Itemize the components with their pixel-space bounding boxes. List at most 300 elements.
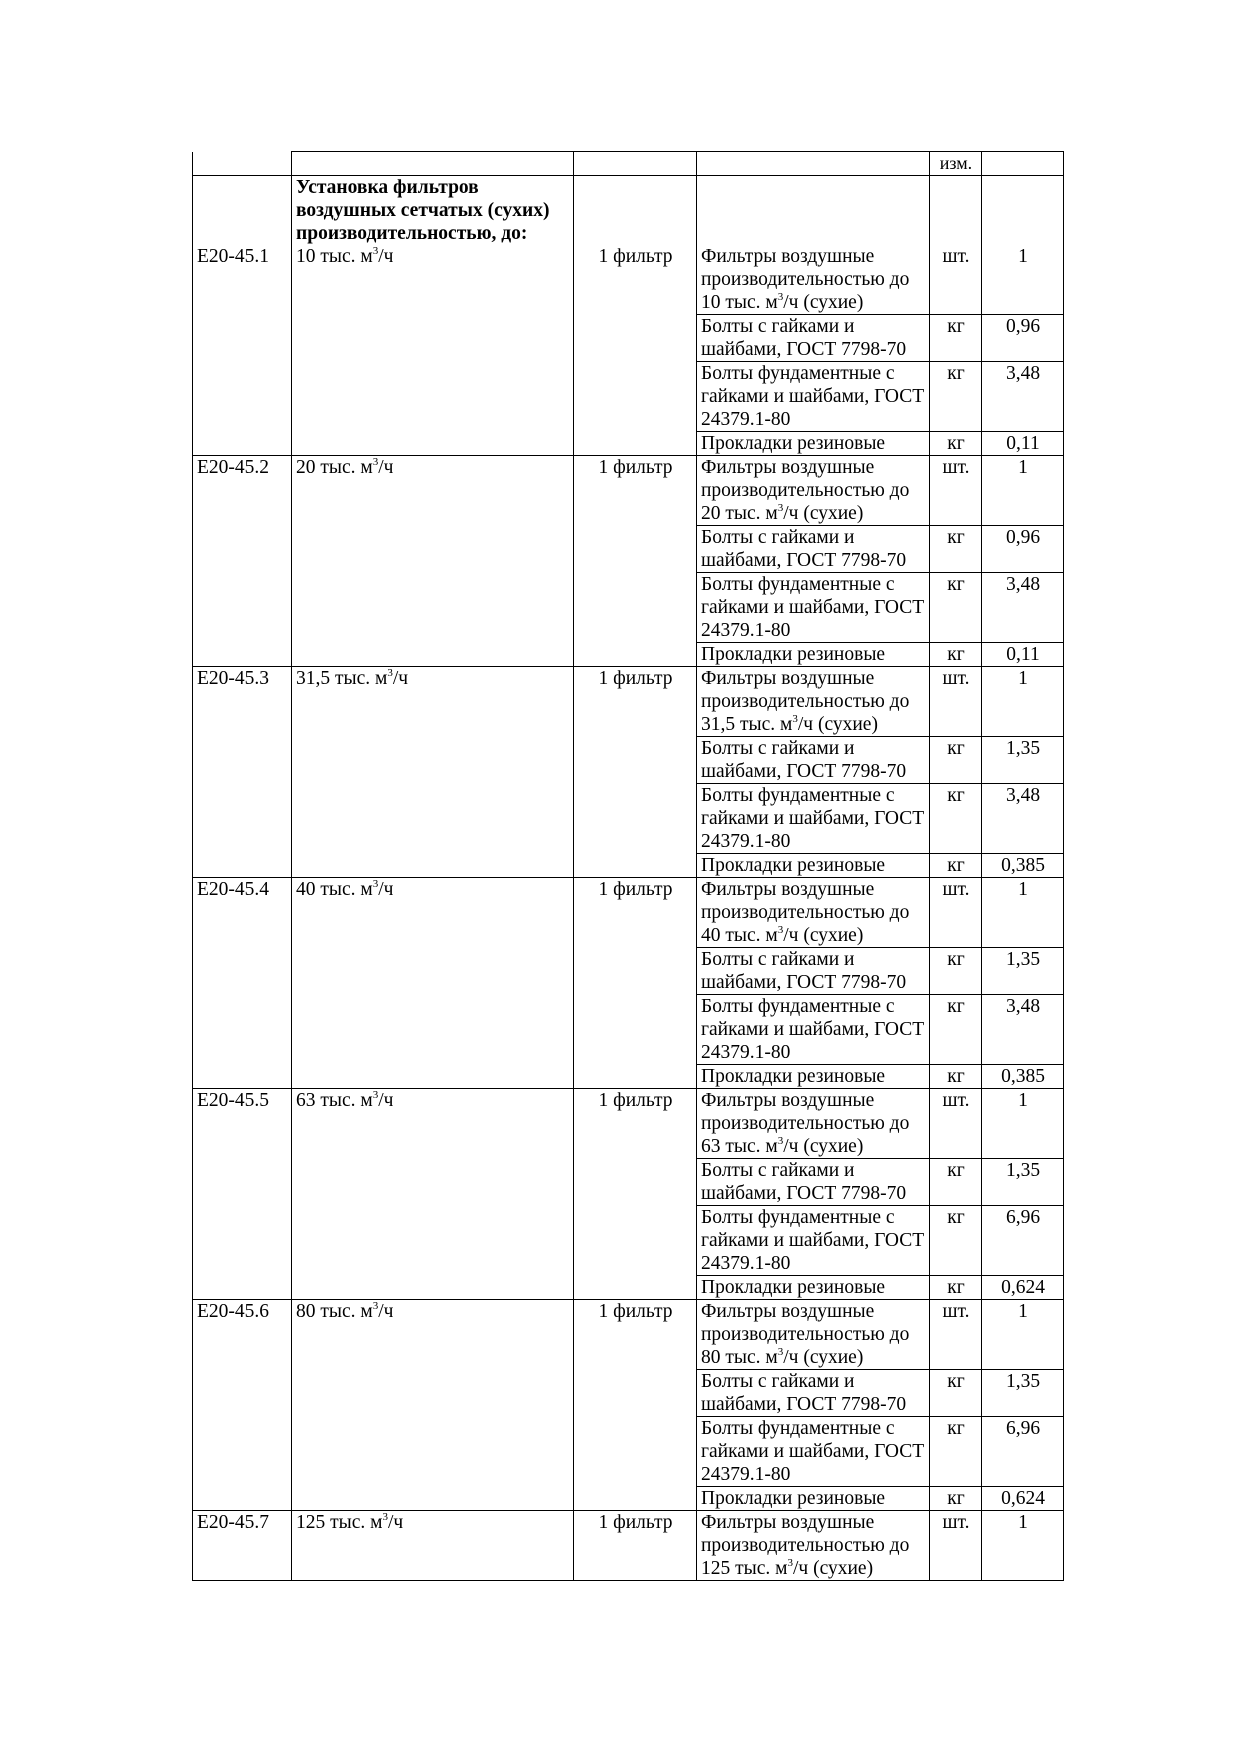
measure-value: кг xyxy=(947,996,965,1017)
resource-cell xyxy=(697,643,930,667)
name-cell xyxy=(292,784,574,854)
resource-cell xyxy=(697,995,930,1065)
spacer xyxy=(197,176,288,199)
measure-cell xyxy=(930,1089,982,1159)
superscript: 3 xyxy=(777,290,784,303)
qty-value: 1 xyxy=(1018,457,1028,478)
resource-name: Фильтры воздушные производительностью до 63 тыс. $м^3/ч$ (сухие) xyxy=(701,1090,910,1157)
unit-cell xyxy=(574,878,697,948)
spacer xyxy=(197,199,288,222)
code-cell xyxy=(193,315,292,362)
unit-cell xyxy=(574,315,697,362)
name-cell xyxy=(292,643,574,667)
resource-name: Болты фундаментные с гайками и шайбами, ГОСТ 24379.1-80 xyxy=(701,1207,925,1274)
measure-cell xyxy=(930,995,982,1065)
resource-cell xyxy=(697,315,930,362)
qty-cell xyxy=(982,1487,1064,1511)
unit-cell xyxy=(574,1487,697,1511)
unit-cell xyxy=(574,737,697,784)
resource-row xyxy=(193,1417,1064,1487)
header-cell-name xyxy=(292,152,574,176)
superscript: 3 xyxy=(387,666,393,679)
code-cell xyxy=(193,1276,292,1300)
qty-value: 3,48 xyxy=(1005,785,1041,806)
measure-cell xyxy=(930,667,982,737)
measure-cell xyxy=(930,1300,982,1370)
measure-value: кг xyxy=(947,1488,965,1509)
code-cell xyxy=(193,1300,292,1370)
spacer xyxy=(701,199,926,222)
resource-row xyxy=(193,784,1064,854)
superscript: 3 xyxy=(777,1134,784,1147)
norms-table xyxy=(192,151,1064,1581)
qty-cell xyxy=(982,176,1064,315)
name-cell xyxy=(292,1159,574,1206)
capacity-label: 125 тыс. $м^3/ч$ xyxy=(296,1510,404,1533)
capacity-label: 10 тыс. $м^3/ч$ xyxy=(296,244,394,267)
qty-cell xyxy=(982,362,1064,432)
rate-code: Е20-45.4 xyxy=(197,879,270,900)
name-cell xyxy=(292,1206,574,1276)
name-cell xyxy=(292,878,574,948)
rate-code: Е20-45.1 xyxy=(197,246,270,267)
group-row xyxy=(193,878,1064,948)
superscript: 3 xyxy=(372,877,379,890)
qty-value: 1 xyxy=(1018,1301,1028,1322)
unit-cell xyxy=(574,1206,697,1276)
rate-unit: 1 фильтр xyxy=(598,246,673,267)
resource-name: Фильтры воздушные производительностью до 80 тыс. $м^3/ч$ (сухие) xyxy=(701,1301,910,1368)
superscript: 3 xyxy=(372,1088,379,1101)
name-cell xyxy=(292,1276,574,1300)
header-cell-unit xyxy=(574,152,697,176)
measure-cell xyxy=(930,878,982,948)
resource-row xyxy=(193,948,1064,995)
measure-value: кг xyxy=(947,1277,965,1298)
group-row xyxy=(193,176,1064,315)
resource-cell xyxy=(697,1300,930,1370)
measure-cell xyxy=(930,1065,982,1089)
name-cell xyxy=(292,1370,574,1417)
code-cell xyxy=(193,667,292,737)
qty-cell xyxy=(982,526,1064,573)
name-cell xyxy=(292,1487,574,1511)
measure-cell xyxy=(930,456,982,526)
code-cell xyxy=(193,362,292,432)
capacity-label: 31,5 тыс. $м^3/ч$ xyxy=(296,666,409,689)
qty-cell xyxy=(982,948,1064,995)
resource-row xyxy=(193,362,1064,432)
name-cell xyxy=(292,573,574,643)
header-cell-code xyxy=(193,152,292,176)
group-row xyxy=(193,667,1064,737)
code-cell xyxy=(193,1511,292,1581)
measure-cell xyxy=(930,432,982,456)
qty-value: 1,35 xyxy=(1005,949,1041,970)
name-cell xyxy=(292,432,574,456)
resource-cell xyxy=(697,1159,930,1206)
superscript: 3 xyxy=(777,1345,784,1358)
spacer xyxy=(701,176,926,199)
unit-cell xyxy=(574,1417,697,1487)
qty-value: 1 xyxy=(1018,246,1028,267)
code-cell xyxy=(193,948,292,995)
qty-cell xyxy=(982,1089,1064,1159)
resource-name: Болты с гайками и шайбами, ГОСТ 7798-70 xyxy=(701,316,907,360)
measure-value: шт. xyxy=(942,246,970,267)
resource-name: Болты фундаментные с гайками и шайбами, ГОСТ 24379.1-80 xyxy=(701,363,925,430)
resource-row xyxy=(193,315,1064,362)
resource-row xyxy=(193,1065,1064,1089)
qty-value: 6,96 xyxy=(1005,1207,1041,1228)
group-row xyxy=(193,1300,1064,1370)
resource-row xyxy=(193,1487,1064,1511)
resource-cell xyxy=(697,948,930,995)
header-cell-qty xyxy=(982,152,1064,176)
qty-cell xyxy=(982,432,1064,456)
code-cell xyxy=(193,784,292,854)
spacer xyxy=(578,222,693,245)
code-cell xyxy=(193,1487,292,1511)
resource-cell xyxy=(697,1276,930,1300)
measure-cell xyxy=(930,1159,982,1206)
resource-name: Прокладки резиновые xyxy=(701,1066,886,1087)
resource-name: Болты фундаментные с гайками и шайбами, ГОСТ 24379.1-80 xyxy=(701,574,925,641)
code-cell xyxy=(193,1370,292,1417)
name-cell xyxy=(292,1089,574,1159)
spacer xyxy=(934,199,978,222)
superscript: 3 xyxy=(792,712,798,725)
resource-row xyxy=(193,737,1064,784)
measure-value: кг xyxy=(947,785,965,806)
capacity-label: 20 тыс. $м^3/ч$ xyxy=(296,455,394,478)
resource-cell xyxy=(697,667,930,737)
qty-value: 1 xyxy=(1018,879,1028,900)
qty-cell xyxy=(982,1511,1064,1581)
resource-cell xyxy=(697,854,930,878)
resource-name: Болты с гайками и шайбами, ГОСТ 7798-70 xyxy=(701,527,907,571)
measure-cell xyxy=(930,948,982,995)
qty-cell xyxy=(982,1065,1064,1089)
unit-cell xyxy=(574,854,697,878)
rate-unit: 1 фильтр xyxy=(598,668,673,689)
measure-value: кг xyxy=(947,1418,965,1439)
unit-cell xyxy=(574,1159,697,1206)
code-cell xyxy=(193,1089,292,1159)
resource-cell xyxy=(697,1487,930,1511)
code-cell xyxy=(193,526,292,573)
measure-cell xyxy=(930,315,982,362)
resource-cell xyxy=(697,432,930,456)
qty-value: 1 xyxy=(1018,1090,1028,1111)
resource-row xyxy=(193,854,1064,878)
measure-value: шт. xyxy=(942,1301,970,1322)
measure-value: кг xyxy=(947,738,965,759)
resource-row xyxy=(193,573,1064,643)
unit-cell xyxy=(574,643,697,667)
qty-cell xyxy=(982,667,1064,737)
code-cell xyxy=(193,1417,292,1487)
rate-unit: 1 фильтр xyxy=(598,1090,673,1111)
resource-name: Прокладки резиновые xyxy=(701,1277,886,1298)
qty-cell xyxy=(982,1276,1064,1300)
unit-cell xyxy=(574,526,697,573)
spacer xyxy=(578,176,693,199)
document-page xyxy=(192,151,1063,1581)
rate-code: Е20-45.6 xyxy=(197,1301,270,1322)
qty-cell xyxy=(982,456,1064,526)
qty-value: 0,385 xyxy=(1001,1066,1045,1087)
spacer xyxy=(986,176,1060,199)
qty-cell xyxy=(982,643,1064,667)
spacer xyxy=(934,222,978,245)
unit-cell xyxy=(574,784,697,854)
measure-value: кг xyxy=(947,363,965,384)
measure-value: шт. xyxy=(942,1512,970,1533)
header-cell-resource xyxy=(697,152,930,176)
unit-cell xyxy=(574,1511,697,1581)
measure-value: кг xyxy=(947,1066,965,1087)
group-row xyxy=(193,456,1064,526)
measure-cell xyxy=(930,362,982,432)
measure-value: кг xyxy=(947,1371,965,1392)
qty-value: 1 xyxy=(1018,1512,1028,1533)
resource-row xyxy=(193,432,1064,456)
qty-cell xyxy=(982,315,1064,362)
measure-cell xyxy=(930,737,982,784)
qty-value: 1 xyxy=(1018,668,1028,689)
qty-cell xyxy=(982,854,1064,878)
name-cell xyxy=(292,1511,574,1581)
code-cell xyxy=(193,1206,292,1276)
measure-value: шт. xyxy=(942,668,970,689)
unit-cell xyxy=(574,362,697,432)
measure-cell xyxy=(930,176,982,315)
qty-value: 1,35 xyxy=(1005,738,1041,759)
resource-cell xyxy=(697,1511,930,1581)
unit-cell xyxy=(574,573,697,643)
measure-value: кг xyxy=(947,855,965,876)
qty-cell xyxy=(982,784,1064,854)
name-cell xyxy=(292,526,574,573)
superscript: 3 xyxy=(372,1299,379,1312)
rate-unit: 1 фильтр xyxy=(598,1301,673,1322)
qty-cell xyxy=(982,1300,1064,1370)
resource-cell xyxy=(697,1370,930,1417)
rate-unit: 1 фильтр xyxy=(598,457,673,478)
superscript: 3 xyxy=(787,1556,793,1569)
resource-name: Прокладки резиновые xyxy=(701,433,886,454)
resource-row xyxy=(193,643,1064,667)
code-cell xyxy=(193,1159,292,1206)
section-title: Установка фильтров воздушных сетчатых (сухих) производительностью, до: xyxy=(296,177,550,244)
name-cell xyxy=(292,1065,574,1089)
resource-cell xyxy=(697,176,930,315)
resource-name: Фильтры воздушные производительностью до 125 тыс. $м^3/ч$ (сухие) xyxy=(701,1512,910,1579)
qty-cell xyxy=(982,573,1064,643)
measure-cell xyxy=(930,1370,982,1417)
resource-row xyxy=(193,1206,1064,1276)
resource-name: Болты фундаментные с гайками и шайбами, ГОСТ 24379.1-80 xyxy=(701,785,925,852)
superscript: 3 xyxy=(777,923,784,936)
measure-cell xyxy=(930,1206,982,1276)
unit-cell xyxy=(574,1089,697,1159)
code-cell xyxy=(193,878,292,948)
qty-cell xyxy=(982,1159,1064,1206)
resource-cell xyxy=(697,1065,930,1089)
name-cell xyxy=(292,176,574,315)
measure-cell xyxy=(930,1487,982,1511)
spacer xyxy=(578,199,693,222)
measure-value: кг xyxy=(947,1207,965,1228)
measure-value: кг xyxy=(947,527,965,548)
measure-value: кг xyxy=(947,316,965,337)
resource-name: Фильтры воздушные производительностью до 31,5 тыс. $м^3/ч$ (сухие) xyxy=(701,668,910,735)
spacer xyxy=(934,176,978,199)
qty-value: 1,35 xyxy=(1005,1371,1041,1392)
qty-value: 0,11 xyxy=(1006,644,1040,665)
resource-row xyxy=(193,995,1064,1065)
resource-cell xyxy=(697,526,930,573)
code-cell xyxy=(193,456,292,526)
resource-cell xyxy=(697,878,930,948)
measure-value: кг xyxy=(947,1160,965,1181)
measure-cell xyxy=(930,854,982,878)
header-row xyxy=(193,152,1064,176)
code-cell xyxy=(193,737,292,784)
code-cell xyxy=(193,432,292,456)
measure-value: кг xyxy=(947,574,965,595)
resource-cell xyxy=(697,1206,930,1276)
group-row xyxy=(193,1511,1064,1581)
qty-value: 0,11 xyxy=(1006,433,1040,454)
qty-value: 0,624 xyxy=(1001,1277,1045,1298)
resource-name: Фильтры воздушные производительностью до 40 тыс. $м^3/ч$ (сухие) xyxy=(701,879,910,946)
qty-value: 0,624 xyxy=(1001,1488,1045,1509)
name-cell xyxy=(292,854,574,878)
unit-cell xyxy=(574,1065,697,1089)
superscript: 3 xyxy=(372,455,379,468)
measure-cell xyxy=(930,1511,982,1581)
qty-cell xyxy=(982,737,1064,784)
qty-cell xyxy=(982,1417,1064,1487)
unit-cell xyxy=(574,995,697,1065)
unit-cell xyxy=(574,1300,697,1370)
name-cell xyxy=(292,1417,574,1487)
resource-cell xyxy=(697,456,930,526)
superscript: 3 xyxy=(382,1510,388,1523)
qty-value: 6,96 xyxy=(1005,1418,1041,1439)
name-cell xyxy=(292,667,574,737)
qty-value: 0,385 xyxy=(1001,855,1045,876)
qty-value: 1,35 xyxy=(1005,1160,1041,1181)
measure-cell xyxy=(930,1276,982,1300)
name-cell xyxy=(292,948,574,995)
measure-value: шт. xyxy=(942,879,970,900)
name-cell xyxy=(292,456,574,526)
code-cell xyxy=(193,854,292,878)
name-cell xyxy=(292,737,574,784)
resource-row xyxy=(193,1276,1064,1300)
superscript: 3 xyxy=(372,244,379,257)
measure-cell xyxy=(930,643,982,667)
name-cell xyxy=(292,315,574,362)
measure-cell xyxy=(930,784,982,854)
rate-code: Е20-45.3 xyxy=(197,668,270,689)
resource-name: Прокладки резиновые xyxy=(701,644,886,665)
qty-cell xyxy=(982,1370,1064,1417)
capacity-label: 40 тыс. $м^3/ч$ xyxy=(296,877,394,900)
spacer xyxy=(986,199,1060,222)
rate-code: Е20-45.7 xyxy=(197,1512,270,1533)
header-cell-measure: изм. xyxy=(930,152,982,176)
measure-cell xyxy=(930,573,982,643)
code-cell xyxy=(193,176,292,315)
resource-cell xyxy=(697,573,930,643)
measure-value: кг xyxy=(947,433,965,454)
unit-cell xyxy=(574,1276,697,1300)
measure-value: шт. xyxy=(942,457,970,478)
resource-cell xyxy=(697,1089,930,1159)
resource-name: Прокладки резиновые xyxy=(701,1488,886,1509)
resource-cell xyxy=(697,1417,930,1487)
resource-name: Прокладки резиновые xyxy=(701,855,886,876)
code-cell xyxy=(193,995,292,1065)
measure-value: шт. xyxy=(942,1090,970,1111)
unit-cell xyxy=(574,1370,697,1417)
resource-name: Фильтры воздушные производительностью до 20 тыс. $м^3/ч$ (сухие) xyxy=(701,457,910,524)
resource-name: Болты с гайками и шайбами, ГОСТ 7798-70 xyxy=(701,738,907,782)
resource-cell xyxy=(697,737,930,784)
spacer xyxy=(701,222,926,245)
capacity-label: 80 тыс. $м^3/ч$ xyxy=(296,1299,394,1322)
resource-name: Болты фундаментные с гайками и шайбами, ГОСТ 24379.1-80 xyxy=(701,1418,925,1485)
resource-cell xyxy=(697,362,930,432)
resource-row xyxy=(193,526,1064,573)
code-cell xyxy=(193,643,292,667)
spacer xyxy=(986,222,1060,245)
capacity-label: 63 тыс. $м^3/ч$ xyxy=(296,1088,394,1111)
name-cell xyxy=(292,1300,574,1370)
resource-name: Фильтры воздушные производительностью до 10 тыс. $м^3/ч$ (сухие) xyxy=(701,246,910,313)
resource-name: Болты с гайками и шайбами, ГОСТ 7798-70 xyxy=(701,1160,907,1204)
unit-cell xyxy=(574,456,697,526)
code-cell xyxy=(193,1065,292,1089)
resource-name: Болты с гайками и шайбами, ГОСТ 7798-70 xyxy=(701,1371,907,1415)
rate-code: Е20-45.2 xyxy=(197,457,270,478)
group-row xyxy=(193,1089,1064,1159)
measure-cell xyxy=(930,1417,982,1487)
unit-cell xyxy=(574,948,697,995)
qty-value: 3,48 xyxy=(1005,574,1041,595)
measure-cell xyxy=(930,526,982,573)
resource-name: Болты фундаментные с гайками и шайбами, ГОСТ 24379.1-80 xyxy=(701,996,925,1063)
measure-value: кг xyxy=(947,644,965,665)
qty-value: 0,96 xyxy=(1005,527,1041,548)
rate-unit: 1 фильтр xyxy=(598,879,673,900)
rate-unit: 1 фильтр xyxy=(598,1512,673,1533)
measure-value: кг xyxy=(947,949,965,970)
resource-name: Болты с гайками и шайбами, ГОСТ 7798-70 xyxy=(701,949,907,993)
qty-value: 3,48 xyxy=(1005,996,1041,1017)
qty-cell xyxy=(982,878,1064,948)
name-cell xyxy=(292,995,574,1065)
qty-value: 3,48 xyxy=(1005,363,1041,384)
resource-cell xyxy=(697,784,930,854)
unit-cell xyxy=(574,667,697,737)
code-cell xyxy=(193,573,292,643)
resource-row xyxy=(193,1159,1064,1206)
